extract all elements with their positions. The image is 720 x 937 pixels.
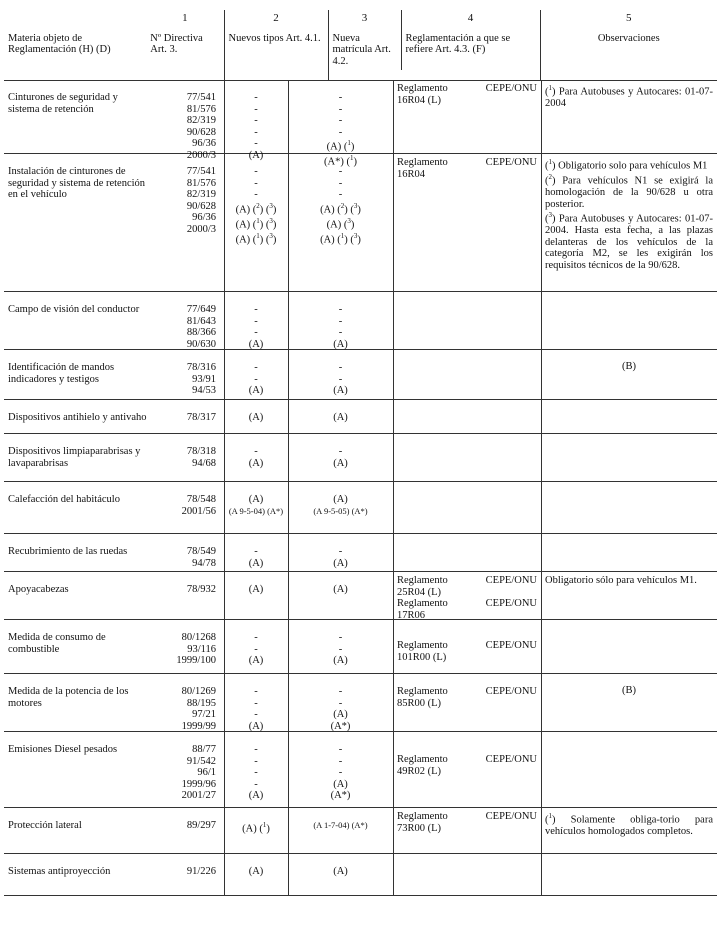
nueva-matricula-value: -	[338, 166, 343, 177]
nueva-matricula-value: -	[338, 177, 343, 189]
materia-text: Campo de visión del conductor	[8, 304, 140, 315]
directiva-cell	[154, 292, 224, 350]
reglamentacion-cell	[393, 350, 541, 400]
nueva-matricula-value: -	[338, 315, 343, 327]
directiva-number: 1999/96	[181, 778, 216, 790]
materia-text: Calefacción del habitáculo	[8, 494, 120, 505]
reglamentacion-cell	[393, 572, 541, 620]
materia-text: Medida de la potencia de los motores	[8, 686, 129, 709]
directiva-number: 90/628	[186, 126, 216, 138]
header-nuevos: Nuevos tipos Art. 4.1.	[228, 32, 321, 44]
observaciones-text: ($^1$) Solamente obliga-torio para vehículos homologados completos.	[545, 812, 713, 837]
nuevos-tipos-value: (A)	[248, 655, 264, 666]
directiva-number: 78/549	[186, 546, 216, 557]
nueva-matricula-value: (A)	[333, 866, 348, 877]
reglamentacion-cell	[393, 534, 541, 572]
reglamentacion-cell	[393, 80, 541, 154]
nueva-matricula-cell	[288, 732, 393, 808]
materia-cell	[4, 80, 154, 154]
nuevos-tipos-value: (A) ($^1$) ($^3$)	[235, 216, 277, 230]
table-row	[4, 572, 717, 620]
materia-cell	[4, 400, 154, 434]
directiva-number: 96/1	[197, 767, 216, 778]
reglamentacion-text: Reglamento CEPE/ONU	[397, 598, 537, 609]
reglamentacion-cell	[393, 400, 541, 434]
header-col-5	[540, 10, 717, 80]
col-number-5: 5	[626, 12, 632, 24]
nuevos-tipos-value: (A)	[248, 494, 264, 505]
directiva-number: 88/366	[186, 327, 216, 338]
directiva-number: 2001/27	[181, 790, 216, 801]
observaciones-cell	[541, 808, 717, 854]
nuevos-tipos-cell	[224, 620, 288, 674]
header-col-3	[328, 10, 540, 80]
materia-cell	[4, 620, 154, 674]
observaciones-cell	[541, 80, 717, 154]
reglamentacion-text: 101R00 (L)	[397, 651, 447, 663]
nueva-matricula-value: -	[338, 115, 343, 126]
observaciones-text: Obligatorio sólo para vehículos M1.	[545, 575, 697, 586]
materia-text: Medida de consumo de combustible	[8, 632, 106, 655]
observaciones-cell	[541, 434, 717, 482]
nueva-matricula-cell	[288, 620, 393, 674]
materia-text: Emisiones Diesel pesados	[8, 744, 118, 755]
nuevos-tipos-value: -	[254, 697, 258, 709]
nuevos-tipos-value: -	[254, 327, 258, 338]
nueva-matricula-cell	[288, 854, 393, 896]
directiva-number: 81/576	[186, 103, 216, 115]
nuevos-tipos-value: -	[254, 115, 258, 126]
header-col-2	[224, 10, 328, 80]
reglamentacion-text: Reglamento CEPE/ONU	[397, 686, 537, 697]
directiva-number: 94/53	[192, 385, 216, 396]
header-materia: Materia objeto de Reglamentación (H) (D)	[8, 32, 111, 55]
table-row	[4, 674, 717, 732]
nueva-matricula-value: (A*) ($^1$)	[324, 154, 357, 168]
nuevos-tipos-cell	[224, 292, 288, 350]
directiva-cell	[154, 482, 224, 534]
directiva-number: 89/297	[186, 820, 216, 831]
materia-cell	[4, 674, 154, 732]
directiva-number: 97/21	[192, 709, 216, 720]
directiva-number: 80/1269	[181, 686, 216, 697]
observaciones-cell	[541, 482, 717, 534]
regulation-table	[4, 10, 717, 81]
nuevos-tipos-value: -	[254, 686, 258, 697]
nueva-matricula-value: -	[338, 767, 343, 778]
nuevos-tipos-value: (A)	[248, 149, 264, 161]
observaciones-cell	[541, 854, 717, 896]
reglamentacion-cell	[393, 292, 541, 350]
nuevos-tipos-value: -	[254, 643, 258, 655]
table-row	[4, 732, 717, 808]
reglamentacion-cell	[393, 482, 541, 534]
nueva-matricula-value: -	[338, 189, 343, 200]
nueva-matricula-cell	[288, 434, 393, 482]
nueva-matricula-value: (A*)	[330, 720, 351, 732]
directiva-number: 88/195	[186, 697, 216, 709]
nueva-matricula-cell	[288, 292, 393, 350]
nuevos-tipos-cell	[224, 434, 288, 482]
directiva-number: 88/77	[192, 744, 216, 755]
observaciones-cell	[541, 732, 717, 808]
materia-text: Instalación de cinturones de seguridad y sistema de retención en el vehículo	[8, 166, 146, 200]
table-row	[4, 434, 717, 482]
directiva-number: 90/628	[186, 200, 216, 212]
reglamentacion-text: 16R04	[397, 168, 426, 180]
nuevos-tipos-value: -	[254, 709, 258, 720]
nueva-matricula-value: (A)	[333, 385, 348, 396]
nuevos-tipos-cell	[224, 674, 288, 732]
directiva-number: 1999/99	[181, 720, 216, 732]
directiva-cell	[154, 350, 224, 400]
nueva-matricula-cell	[288, 482, 393, 534]
observaciones-cell	[541, 620, 717, 674]
nuevos-tipos-cell	[224, 534, 288, 572]
materia-cell	[4, 154, 154, 292]
directiva-cell	[154, 434, 224, 482]
table-header-row	[4, 10, 717, 80]
materia-cell	[4, 534, 154, 572]
directiva-number: 81/643	[186, 315, 216, 327]
nuevos-tipos-value: (A)	[248, 457, 264, 469]
nuevos-tipos-cell	[224, 732, 288, 808]
observaciones-cell	[541, 154, 717, 292]
directiva-number: 93/91	[192, 373, 216, 385]
nuevos-tipos-value: -	[254, 92, 258, 103]
nuevos-tipos-value: -	[254, 744, 258, 755]
nuevos-tipos-value: -	[254, 778, 258, 790]
nueva-matricula-value: (A*)	[330, 790, 351, 801]
materia-cell	[4, 434, 154, 482]
nueva-matricula-value: -	[338, 304, 343, 315]
nuevos-tipos-value: -	[254, 315, 258, 327]
nueva-matricula-value: -	[338, 327, 343, 338]
directiva-number: 78/932	[186, 584, 216, 595]
table-row	[4, 482, 717, 534]
materia-cell	[4, 350, 154, 400]
directiva-cell	[154, 854, 224, 896]
table-row	[4, 534, 717, 572]
directiva-number: 96/36	[192, 138, 216, 149]
reglamentacion-cell	[393, 154, 541, 292]
col-number-2: 2	[273, 12, 279, 24]
directiva-cell	[154, 620, 224, 674]
reglamentacion-text: 25R04 (L)	[397, 586, 442, 598]
nueva-matricula-value: -	[338, 362, 343, 373]
nuevos-tipos-value: -	[254, 177, 258, 189]
header-directiva: Nº Directiva Art. 3.	[150, 32, 203, 55]
materia-text: Dispositivos limpiaparabrisas y lavaparabrisas	[8, 446, 141, 469]
nueva-matricula-cell	[288, 350, 393, 400]
directiva-number: 96/36	[192, 212, 216, 223]
directiva-number: 2001/56	[181, 505, 216, 517]
directiva-cell	[154, 400, 224, 434]
materia-text: Identificación de mandos indicadores y testigos	[8, 362, 115, 385]
observaciones-cell	[541, 292, 717, 350]
nuevos-tipos-value: (A)	[248, 584, 264, 595]
observaciones-cell	[541, 350, 717, 400]
nueva-matricula-value: -	[338, 686, 343, 697]
nuevos-tipos-value: -	[254, 304, 258, 315]
header-col-1	[4, 10, 224, 80]
col-number-1: 1	[182, 12, 188, 24]
nuevos-tipos-value: -	[254, 767, 258, 778]
nuevos-tipos-cell	[224, 350, 288, 400]
table-row	[4, 292, 717, 350]
materia-text: Dispositivos antihielo y antivaho	[8, 412, 147, 423]
nueva-matricula-value: (A)	[333, 709, 348, 720]
observaciones-text: ($^3$) Para Autobuses y Autocares: 01-07-2004. Hasta esta fecha, a las plazas delanteras de los vehículos de la categoría M2, se les exigirán los requisitos técnicos de la 90/628.	[545, 211, 713, 271]
directiva-number: 78/317	[186, 412, 216, 423]
directiva-number: 91/542	[186, 755, 216, 767]
materia-text: Cinturones de seguridad y sistema de retención	[8, 92, 118, 115]
directiva-number: 77/541	[186, 166, 216, 177]
reglamentacion-text: Reglamento CEPE/ONU	[397, 83, 537, 94]
directiva-cell	[154, 808, 224, 854]
materia-cell	[4, 482, 154, 534]
nuevos-tipos-value: -	[254, 126, 258, 138]
nueva-matricula-value: -	[338, 697, 343, 709]
reglamentacion-text: 73R00 (L)	[397, 822, 442, 834]
nueva-matricula-value: (A)	[333, 557, 348, 569]
reglamentacion-text: 17R06	[397, 609, 426, 621]
nueva-matricula-value: -	[338, 103, 343, 115]
nueva-matricula-cell	[288, 534, 393, 572]
reglamentacion-text: Reglamento CEPE/ONU	[397, 157, 537, 168]
directiva-number: 2000/3	[186, 223, 216, 235]
nuevos-tipos-value: (A 9-5-04) (A*)	[228, 505, 284, 516]
nuevos-tipos-value: -	[254, 373, 258, 385]
directiva-cell	[154, 572, 224, 620]
nuevos-tipos-value: -	[254, 103, 258, 115]
table-row	[4, 854, 717, 896]
nuevos-tipos-value: (A) ($^1$) ($^3$)	[235, 231, 277, 245]
nueva-matricula-value: (A)	[333, 338, 348, 350]
reglamentacion-cell	[393, 854, 541, 896]
nuevos-tipos-value: -	[254, 138, 258, 149]
nuevos-tipos-cell	[224, 854, 288, 896]
directiva-number: 94/68	[192, 457, 216, 469]
observaciones-text: (B)	[622, 685, 636, 696]
directiva-number: 93/116	[187, 643, 216, 655]
nueva-matricula-value: (A)	[333, 412, 348, 423]
table-row	[4, 154, 717, 292]
materia-text: Protección lateral	[8, 820, 82, 831]
directiva-number: 77/649	[186, 304, 216, 315]
directiva-number: 78/548	[186, 494, 216, 505]
nueva-matricula-value: (A) ($^1$)	[326, 139, 355, 153]
nueva-matricula-value: (A) ($^2$) ($^3$)	[320, 201, 361, 215]
reglamentacion-text: Reglamento CEPE/ONU	[397, 575, 537, 586]
directiva-number: 90/630	[186, 338, 216, 350]
nueva-matricula-value: (A)	[333, 778, 348, 790]
nuevos-tipos-value: (A)	[248, 412, 264, 423]
nuevos-tipos-value: (A)	[248, 338, 264, 350]
nueva-matricula-cell	[288, 808, 393, 854]
materia-cell	[4, 854, 154, 896]
nuevos-tipos-value: (A) ($^2$) ($^3$)	[235, 201, 277, 215]
nueva-matricula-value: -	[338, 446, 343, 457]
nuevos-tipos-value: (A)	[248, 866, 264, 877]
nuevos-tipos-value: -	[254, 446, 258, 457]
nuevos-tipos-value: (A)	[248, 720, 264, 732]
directiva-number: 94/78	[192, 557, 216, 569]
nuevos-tipos-value: -	[254, 362, 258, 373]
nueva-matricula-value: -	[338, 643, 343, 655]
table-row	[4, 620, 717, 674]
reglamentacion-text: Reglamento CEPE/ONU	[397, 811, 537, 822]
directiva-number: 78/318	[186, 446, 216, 457]
nueva-matricula-cell	[288, 80, 393, 168]
reglamentacion-text: Reglamento CEPE/ONU	[397, 640, 537, 651]
col-number-3: 3	[361, 12, 368, 24]
materia-text: Sistemas antiproyección	[8, 866, 111, 877]
reglamentacion-text: 49R02 (L)	[397, 765, 442, 777]
materia-cell	[4, 572, 154, 620]
header-reglamentacion: Reglamentación a que se refiere Art. 4.3. (F)	[405, 32, 511, 55]
nueva-matricula-value: (A)	[333, 494, 348, 505]
directiva-cell	[154, 732, 224, 808]
nueva-matricula-value: (A)	[333, 584, 348, 595]
materia-cell	[4, 292, 154, 350]
nueva-matricula-value: -	[338, 373, 343, 385]
directiva-cell	[154, 534, 224, 572]
col-number-4: 4	[467, 12, 474, 24]
directiva-number: 77/541	[186, 92, 216, 103]
nueva-matricula-cell	[288, 572, 393, 620]
table-row	[4, 350, 717, 400]
nueva-matricula-value: (A)	[333, 457, 348, 469]
directiva-cell	[154, 154, 224, 292]
nueva-matricula-cell	[288, 400, 393, 434]
directiva-number: 80/1268	[181, 632, 216, 643]
nuevos-tipos-value: -	[254, 546, 258, 557]
nuevos-tipos-cell	[224, 482, 288, 534]
table-row	[4, 400, 717, 434]
nueva-matricula-value: (A)	[333, 655, 348, 666]
nuevos-tipos-value: -	[254, 632, 258, 643]
reglamentacion-cell	[393, 732, 541, 808]
directiva-number: 91/226	[186, 866, 216, 877]
nuevos-tipos-value: (A)	[248, 557, 264, 569]
directiva-number: 81/576	[186, 177, 216, 189]
directiva-cell	[154, 80, 224, 161]
nueva-matricula-value: (A 9-5-05) (A*)	[313, 505, 368, 516]
nuevos-tipos-cell	[224, 400, 288, 434]
nuevos-tipos-value: -	[254, 189, 258, 200]
directiva-number: 82/319	[186, 115, 216, 126]
reglamentacion-text: 16R04 (L)	[397, 94, 442, 106]
nuevos-tipos-value: (A)	[248, 790, 264, 801]
observaciones-cell	[541, 400, 717, 434]
nuevos-tipos-value: -	[254, 755, 258, 767]
nueva-matricula-value: (A 1-7-04) (A*)	[313, 820, 368, 830]
reglamentacion-cell	[393, 808, 541, 854]
directiva-number: 78/316	[186, 362, 216, 373]
nueva-matricula-cell	[288, 154, 393, 292]
nuevos-tipos-value: (A) ($^1$)	[242, 821, 270, 835]
observaciones-cell	[541, 534, 717, 572]
directiva-cell	[154, 674, 224, 732]
materia-cell	[4, 808, 154, 854]
directiva-number: 2000/3	[186, 149, 216, 161]
nueva-matricula-value: (A) ($^3$)	[326, 216, 355, 230]
nueva-matricula-value: -	[338, 546, 343, 557]
nueva-matricula-value: -	[338, 744, 343, 755]
nueva-matricula-value: -	[338, 92, 343, 103]
reglamentacion-text: Reglamento CEPE/ONU	[397, 754, 537, 765]
directiva-number: 82/319	[186, 189, 216, 200]
reglamentacion-cell	[393, 434, 541, 482]
materia-cell	[4, 732, 154, 808]
nuevos-tipos-cell	[224, 80, 288, 161]
nueva-matricula-value: -	[338, 632, 343, 643]
observaciones-text: ($^1$) Obligatorio solo para vehículos M1	[545, 158, 708, 172]
nuevos-tipos-cell	[224, 808, 288, 854]
reglamentacion-text: 85R00 (L)	[397, 697, 442, 709]
header-observaciones: Observaciones	[597, 32, 660, 44]
directiva-number: 1999/100	[176, 655, 216, 666]
nueva-matricula-value: -	[338, 126, 343, 138]
observaciones-cell	[541, 674, 717, 732]
nueva-matricula-value: -	[338, 755, 343, 767]
nueva-matricula-cell	[288, 674, 393, 732]
nuevos-tipos-value: -	[254, 166, 258, 177]
nuevos-tipos-cell	[224, 572, 288, 620]
nueva-matricula-value: (A) ($^1$) ($^3$)	[320, 231, 361, 245]
reglamentacion-cell	[393, 620, 541, 674]
materia-text: Recubrimiento de las ruedas	[8, 546, 128, 557]
table-row	[4, 808, 717, 854]
observaciones-cell	[541, 572, 717, 620]
header-matricula: Nueva matrícula Art. 4.2.	[332, 32, 391, 67]
nuevos-tipos-value: (A)	[248, 385, 264, 396]
materia-text: Apoyacabezas	[8, 584, 69, 595]
observaciones-text: ($^2$) Para vehículos N1 se exigirá la homologación de la 90/628 u otra posterior.	[545, 173, 713, 210]
observaciones-text: (B)	[622, 361, 636, 372]
observaciones-text: ($^1$) Para Autobuses y Autocares: 01-07-2004	[545, 84, 713, 109]
reglamentacion-cell	[393, 674, 541, 732]
nuevos-tipos-cell	[224, 154, 288, 292]
